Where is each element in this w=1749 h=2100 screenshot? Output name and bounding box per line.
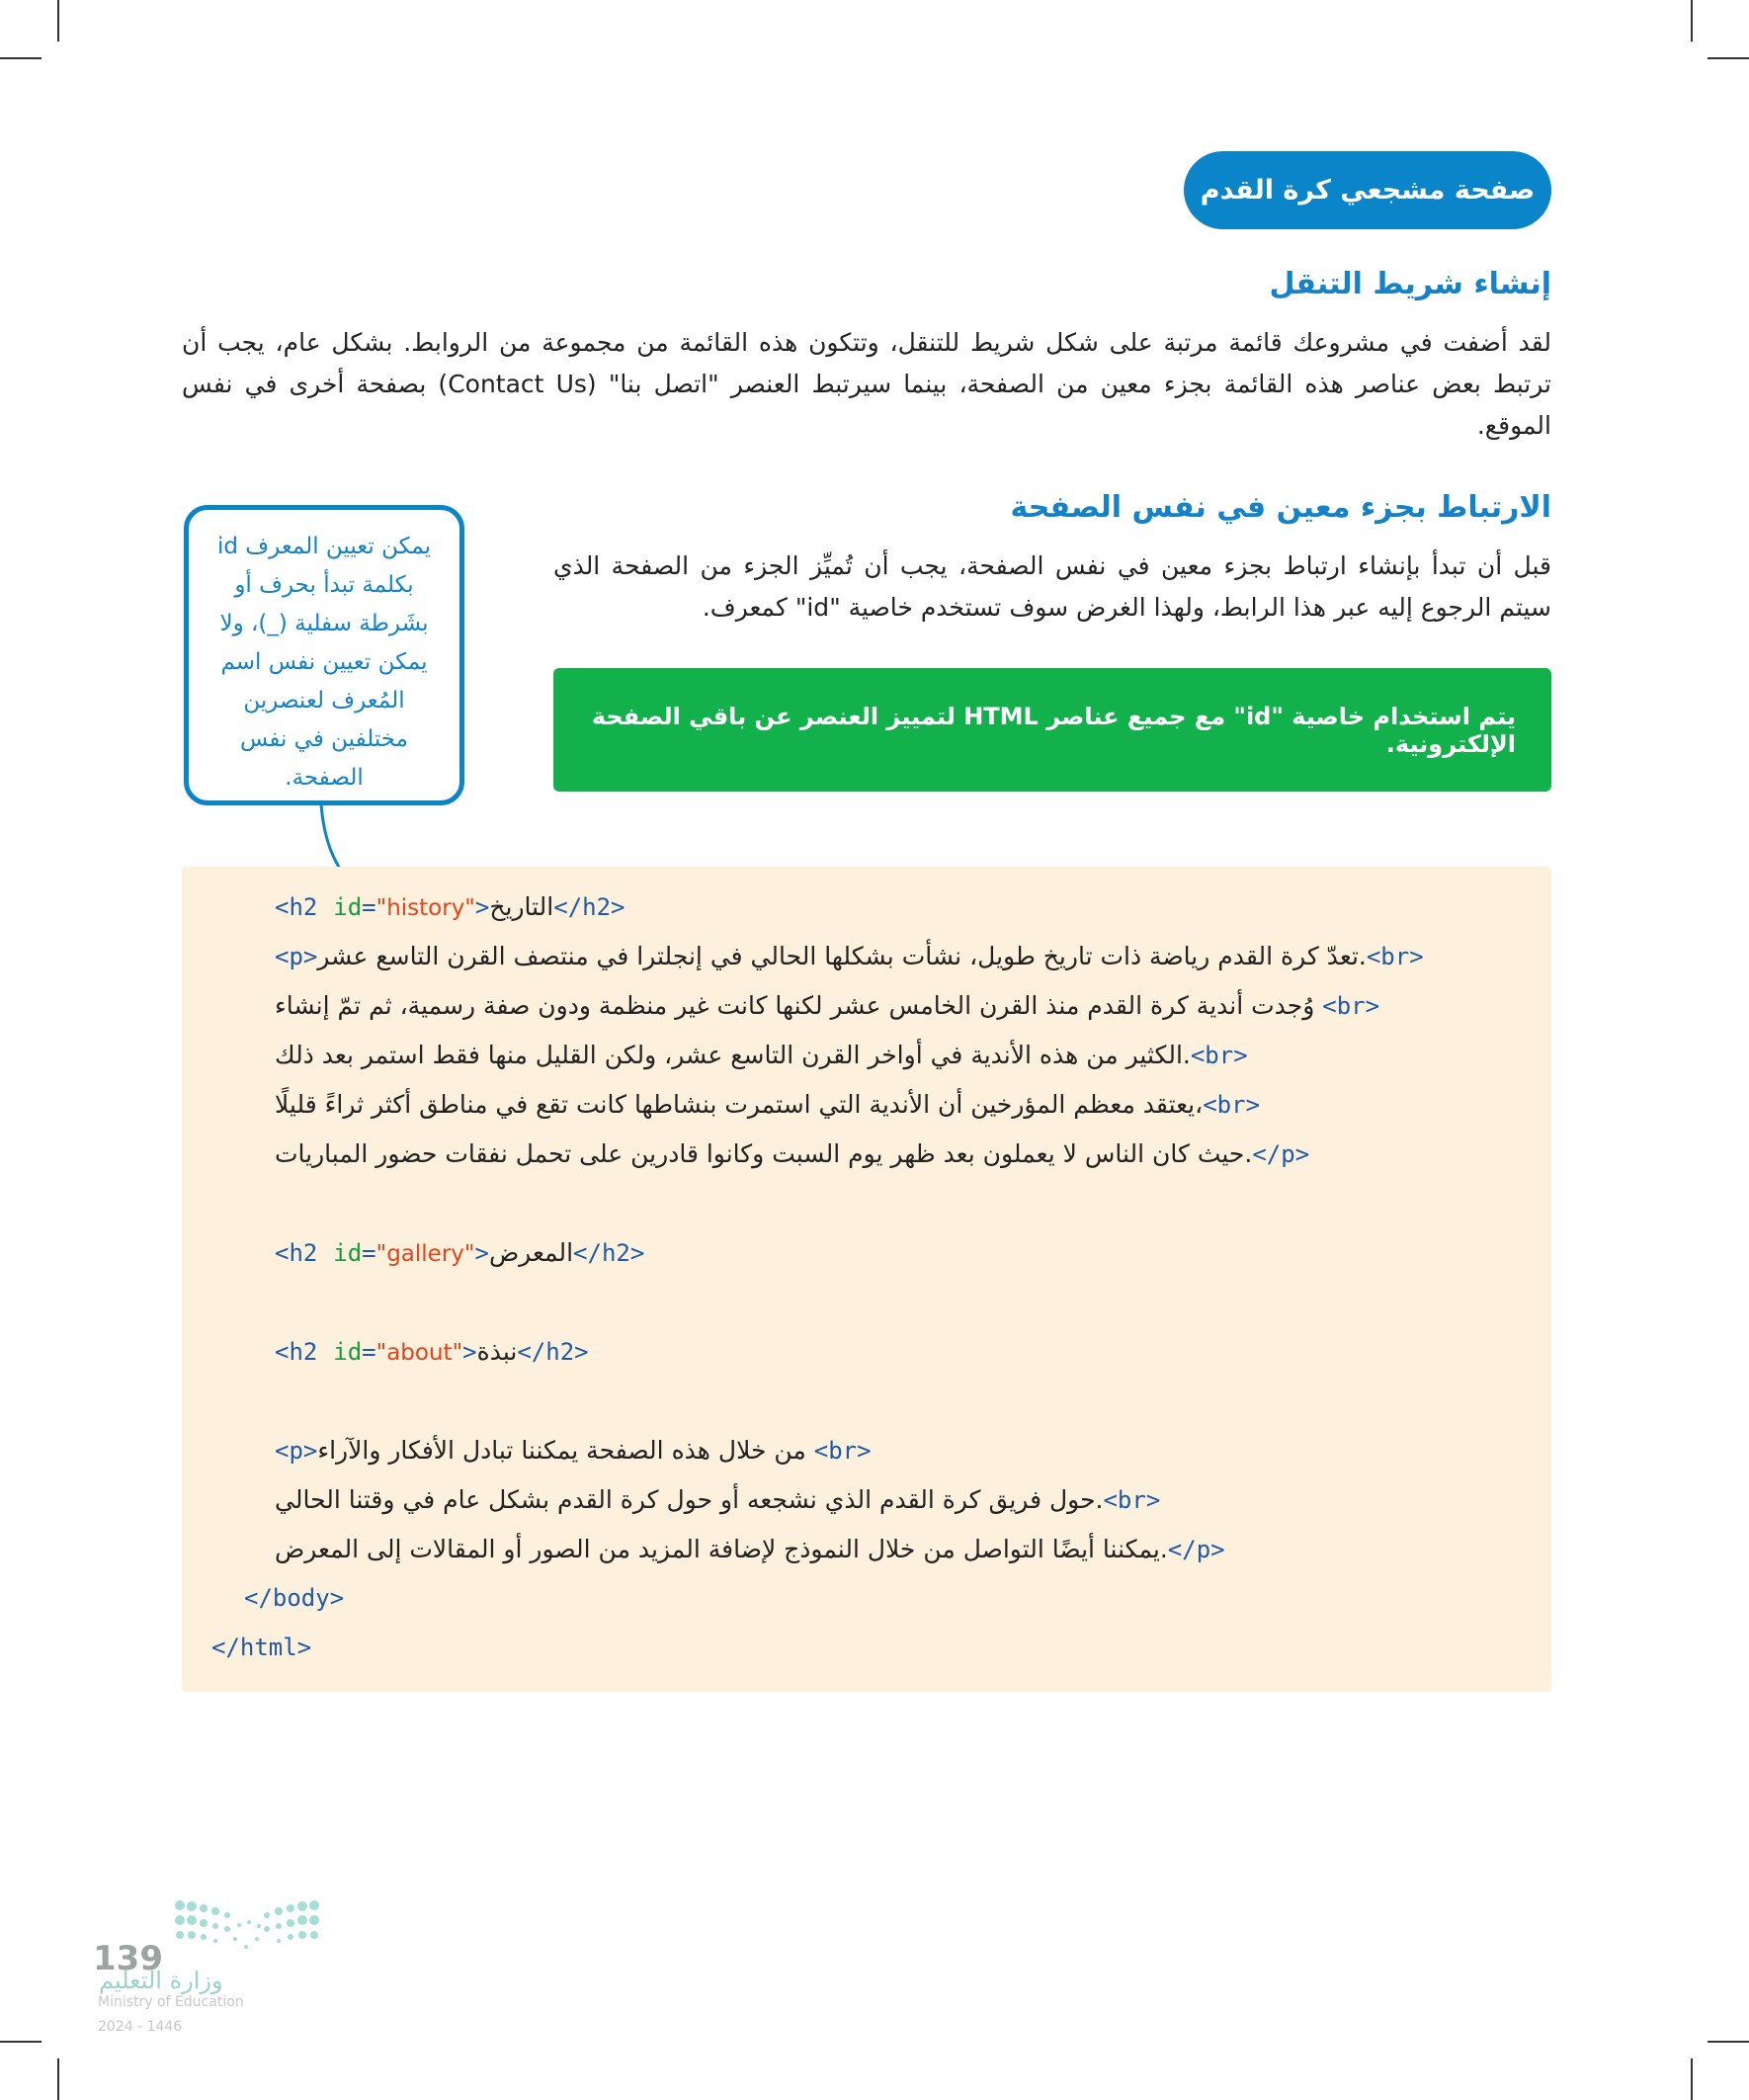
code-eq: = (362, 893, 376, 921)
code-line-body-close (244, 1584, 344, 1612)
crop-mark (1707, 2041, 1749, 2043)
code-tag: <h2 (275, 893, 318, 921)
page-title-pill (1184, 151, 1551, 229)
code-tag: <p> (275, 1437, 318, 1465)
ministry-name-english: Ministry of Education (98, 1994, 244, 2010)
code-tag: </p> (1252, 1140, 1310, 1168)
crop-mark (57, 0, 59, 42)
section-paragraph-navbar: لقد أضفت في مشروعك قائمة مرتبة على شكل شريط للتنقل، وتتكون هذه القائمة من مجموعة من الروابط. بشكل عام، يجب أن ترتبط بعض عناصر هذه القائمة بجزء معين من الصفحة، بينما سيرتبط العنصر "اتصل بنا" (Contact Us) بصفحة أخرى في نفس الموقع. (182, 328, 1551, 440)
code-text: نبذة (476, 1337, 518, 1366)
code-tag: <br> (1322, 992, 1380, 1020)
code-text: ،يعتقد معظم المؤرخين أن الأندية التي استمرت بنشاطها كانت تقع في مناطق أكثر ثراءً قليلًا (275, 1090, 1204, 1119)
code-string: "history" (375, 895, 475, 921)
crop-mark (0, 57, 42, 59)
code-tag: <br> (1190, 1042, 1248, 1069)
code-line (275, 1041, 1248, 1069)
section-paragraph-same-page-link: قبل أن تبدأ بإنشاء ارتباط بجزء معين في نفس الصفحة، يجب أن تُميِّز الجزء من الصفحة الذي سيتم الرجوع إليه عبر هذا الرابط، ولهذا الغرض سوف تستخدم خاصية "id" كمعرف. (553, 551, 1551, 622)
code-tag: > (474, 1239, 489, 1267)
section-heading-navbar: إنشاء شريط التنقل (1269, 267, 1551, 301)
code-text: التاريخ (489, 892, 554, 921)
code-text: من خلال هذه الصفحة يمكننا تبادل الأفكار والآراء (317, 1436, 806, 1465)
crop-mark (0, 2041, 42, 2043)
code-string: "gallery" (375, 1241, 475, 1267)
code-line-history-heading (275, 892, 625, 921)
code-attr: id (333, 1338, 363, 1366)
code-tag: </html> (211, 1634, 312, 1661)
code-text: وُجدت أندية كرة القدم منذ القرن الخامس عشر لكنها كانت غير منظمة ودون صفة رسمية، ثم تمّ إنشاء (275, 991, 1315, 1020)
crop-mark (1707, 57, 1749, 59)
code-text: .يمكننا أيضًا التواصل من خلال النموذج لإضافة المزيد من الصور أو المقالات إلى المعرض (275, 1535, 1168, 1563)
page-title: صفحة مشجعي كرة القدم (1200, 175, 1536, 206)
crop-mark (1691, 2058, 1693, 2100)
code-tag: <br> (1203, 1091, 1261, 1119)
code-tag: <br> (813, 1437, 872, 1465)
note-text: يتم استخدام خاصية "id" مع جميع عناصر HTML لتمييز العنصر عن باقي الصفحة الإلكترونية. (591, 702, 1516, 758)
code-tag: > (474, 893, 490, 921)
code-tag: <h2 (275, 1338, 318, 1366)
code-tag: <h2 (275, 1239, 318, 1267)
code-line-about-heading (275, 1337, 589, 1366)
code-tag: </h2> (553, 893, 625, 921)
code-line (275, 1139, 1309, 1168)
code-eq: = (362, 1338, 376, 1366)
code-string: "about" (375, 1340, 463, 1366)
code-tag: </h2> (517, 1338, 589, 1366)
code-eq: = (362, 1239, 376, 1267)
callout-box (184, 505, 464, 805)
code-line (275, 1485, 1160, 1514)
crop-mark (57, 2058, 59, 2100)
code-line (275, 1535, 1225, 1563)
code-line-gallery-heading (275, 1238, 644, 1267)
code-tag: <br> (1103, 1486, 1161, 1514)
code-attr: id (333, 1239, 363, 1267)
code-line (275, 991, 1379, 1020)
code-tag: <br> (1366, 943, 1424, 970)
code-tag: </p> (1167, 1536, 1225, 1563)
code-tag: </body> (244, 1584, 345, 1612)
code-attr: id (333, 893, 363, 921)
ministry-name-arabic: وزارة التعليم (99, 1967, 223, 1994)
callout-text: يمكن تعيين المعرف id بكلمة تبدأ بحرف أو بشَرطة سفلية (_)، ولا يمكن تعيين نفس اسم المُعرف لعنصرين مختلفين في نفس الصفحة. (216, 534, 432, 791)
ministry-logo-icon (170, 1897, 324, 1955)
code-tag: </h2> (573, 1239, 645, 1267)
code-tag: > (462, 1338, 477, 1366)
code-text: .تعدّ كرة القدم رياضة ذات تاريخ طويل، نشأت بشكلها الحالي في إنجلترا في منتصف القرن التاسع عشر (317, 942, 1367, 970)
code-line (275, 1090, 1260, 1119)
code-text: .حيث كان الناس لا يعملون بعد ظهر يوم السبت وكانوا قادرين على تحمل نفقات حضور المباريات (275, 1139, 1253, 1168)
code-tag: <p> (275, 943, 318, 970)
note-box (553, 668, 1551, 792)
code-text: .حول فريق كرة القدم الذي نشجعه أو حول كرة القدم بشكل عام في وقتنا الحالي (275, 1485, 1104, 1514)
code-line (275, 942, 1424, 970)
code-line-html-close (211, 1634, 311, 1661)
code-line (275, 1436, 872, 1465)
code-text: المعرض (488, 1238, 574, 1267)
page-number: 139 (93, 1939, 163, 1978)
code-text: .الكثير من هذه الأندية في أواخر القرن التاسع عشر، ولكن القليل منها فقط استمر بعد ذلك (275, 1041, 1191, 1069)
section-heading-same-page-link: الارتباط بجزء معين في نفس الصفحة (1010, 490, 1551, 525)
crop-mark (1691, 0, 1693, 42)
edition-year: 2024 - 1446 (98, 2019, 183, 2035)
code-block (182, 867, 1551, 1692)
